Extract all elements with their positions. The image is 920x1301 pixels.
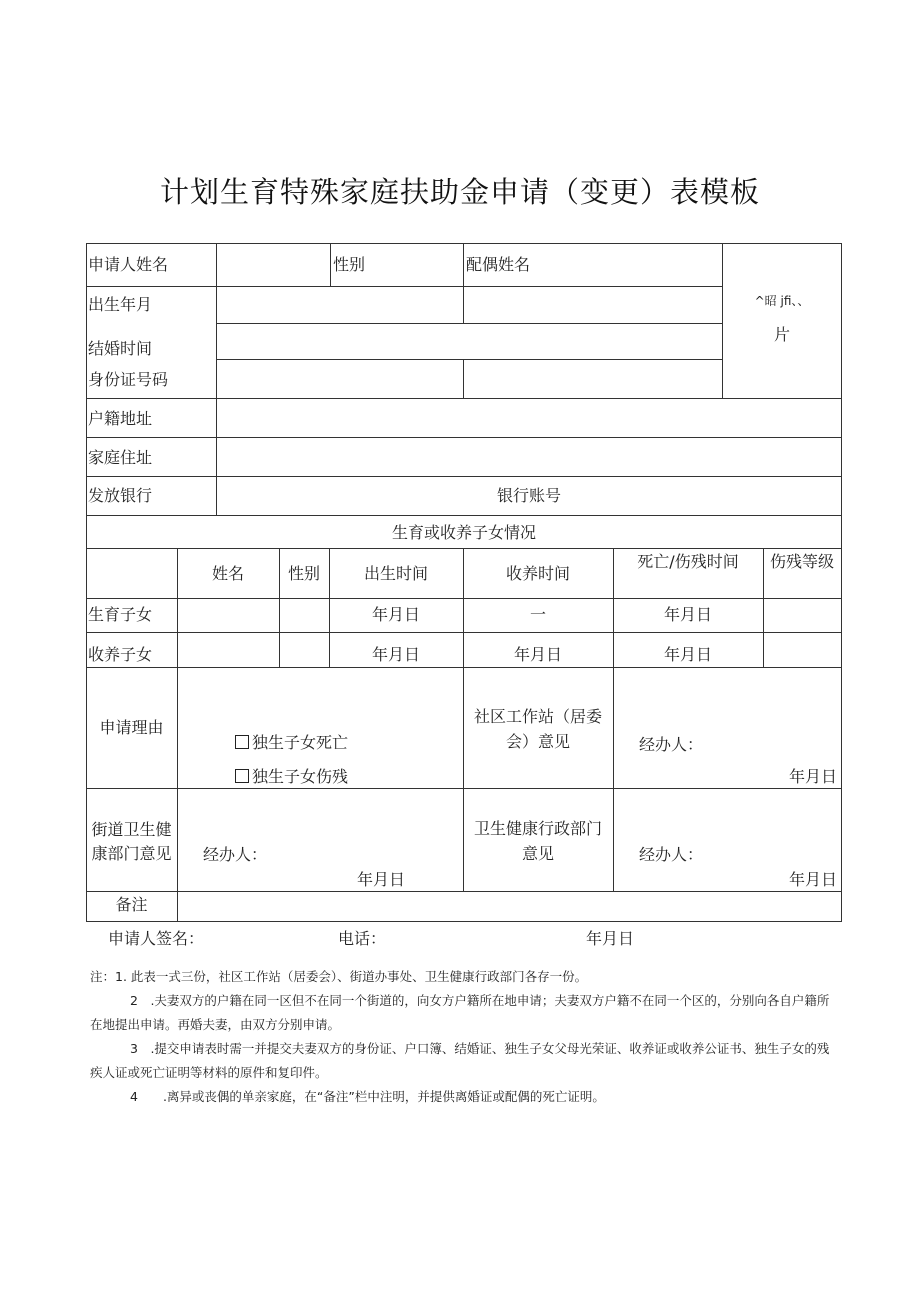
birth-date-label: 出生年月 (88, 295, 153, 314)
street-opinion-label-line1: 街道卫生健 (91, 820, 172, 839)
id-number-label: 身份证号码 (88, 370, 169, 389)
street-opinion-label-line2: 康部门意见 (91, 844, 172, 863)
adopt-child-birth-date: 年月日 (371, 645, 420, 664)
phone-label: 电话： (338, 929, 387, 948)
home-address-label: 家庭住址 (88, 448, 153, 467)
col-birth-label: 出生时间 (363, 564, 428, 583)
birth-child-birth-date: 年月日 (371, 605, 420, 624)
gender-label: 性别 (333, 255, 366, 274)
row-birth-child-label: 生育子女 (88, 605, 153, 624)
note-4: 4 .离异或丧偶的单亲家庭，在“备注”栏中注明，并提供离婚证或配偶的死亡证明。 (130, 1089, 605, 1104)
community-opinion-label-line1: 社区工作站（居委 (473, 707, 602, 726)
application-form (86, 243, 842, 922)
row-adopt-child-label: 收养子女 (88, 645, 153, 664)
children-section-title: 生育或收养子女情况 (391, 523, 536, 542)
health-handler-label: 经办人： (639, 845, 704, 864)
street-handler-label: 经办人： (203, 845, 268, 864)
note-3: 3 .提交申请表时需一并提交夫妻双方的身份证、户口簿、结婚证、独生子女父母光荣证、收养证或收养公证书、独生子女的残疾人证或死亡证明等材料的原件和复印件。 (90, 1041, 830, 1080)
birth-child-adopt-dash: 一 (529, 605, 546, 624)
adopt-child-death-date: 年月日 (663, 645, 712, 664)
household-address-label: 户籍地址 (88, 409, 153, 428)
applicant-signature-label: 申请人签名： (108, 929, 205, 948)
apply-reason-label: 申请理由 (99, 718, 164, 737)
remarks-label: 备注 (115, 895, 148, 914)
adopt-child-adopt-date: 年月日 (513, 645, 562, 664)
photo-label-line2: 片 (773, 325, 790, 344)
col-name-label: 姓名 (211, 564, 244, 583)
note-2: 2 .夫妻双方的户籍在同一区但不在同一个街道的，向女方户籍所在地申请；夫妻双方户籍不在同一个区的，分别向各自户籍所在地提出申请。再婚夫妻，由双方分别申请。 (90, 993, 830, 1032)
checkbox-child-death[interactable] (235, 735, 249, 749)
page-title: 计划生育特殊家庭扶助金申请（变更）表模板 (159, 175, 760, 209)
note-1: 注：1. 此表一式三份，社区工作站（居委会）、街道办事处、卫生健康行政部门各存一份。 (90, 969, 588, 984)
street-date-label: 年月日 (357, 870, 406, 889)
col-adopt-label: 收养时间 (505, 564, 570, 583)
photo-label-line1: ^昭 jfi、、 (754, 294, 810, 308)
applicant-name-label: 申请人姓名 (88, 255, 169, 274)
marriage-date-label: 结婚时间 (88, 339, 153, 358)
community-opinion-label-line2: 会）意见 (505, 732, 570, 751)
health-opinion-label-line2: 意见 (521, 844, 554, 863)
notes-section (90, 965, 840, 1109)
col-level-label: 伤残等级 (769, 552, 834, 571)
col-death-label: 死亡/伤残时间 (637, 552, 739, 571)
option-child-disability[interactable]: 独生子女伤残 (235, 767, 348, 787)
bank-account-label: 银行账号 (496, 486, 561, 505)
community-date-label: 年月日 (789, 767, 838, 786)
health-date-label: 年月日 (789, 870, 838, 889)
bank-label: 发放银行 (88, 486, 153, 505)
birth-child-death-date: 年月日 (663, 605, 712, 624)
spouse-name-label: 配偶姓名 (466, 255, 531, 274)
option-child-death[interactable]: 独生子女死亡 (235, 733, 348, 753)
health-opinion-label-line1: 卫生健康行政部门 (473, 819, 602, 838)
col-gender-label: 性别 (287, 564, 320, 583)
checkbox-child-disability[interactable] (235, 769, 249, 783)
community-handler-label: 经办人： (639, 735, 704, 754)
signature-date-label: 年月日 (586, 929, 635, 948)
